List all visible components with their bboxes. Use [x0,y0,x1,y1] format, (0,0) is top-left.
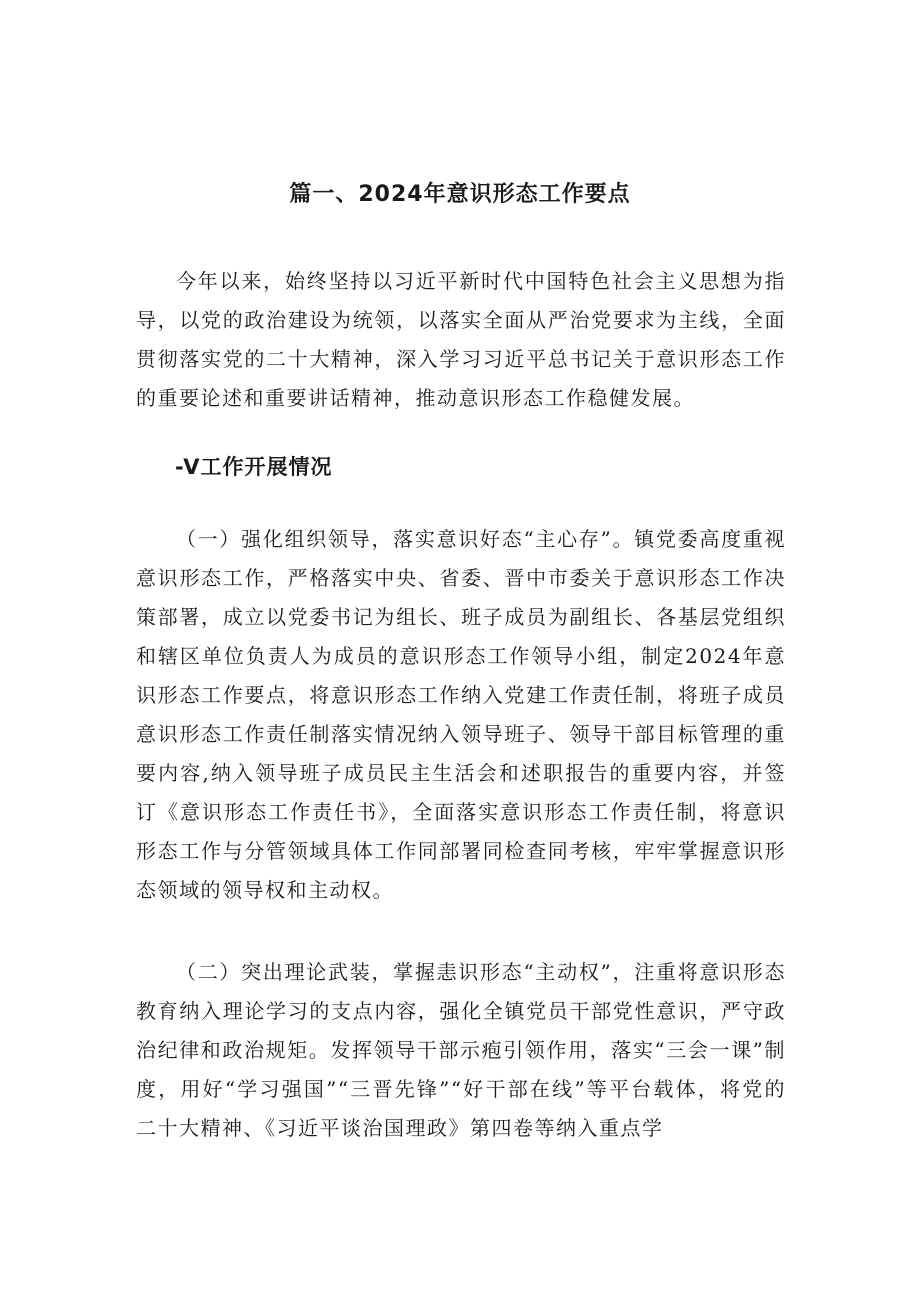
document-title: 篇一、2024年意识形态工作要点 [289,181,631,207]
intro-paragraph: 今年以来，始终坚持以习近平新时代中国特色社会主义思想为指导，以党的政治建设为统领，以落实全面从严治党要求为主线，全面贯彻落实党的二十大精神，深入学习习近平总书记关于意识形态工作的重要论述和重要讲话精神，推动意识形态工作稳健发展。 [136,269,786,410]
section-heading: -V工作开展情况 [175,455,333,479]
paragraph-theory-study: （二）突出理论武装，掌握恚识形态“主动权”，注重将意识形态教育纳入理论学习的支点内容，强化全镇党员干部党性意识，严守政治纪律和政治规矩。发挥领导干部示疱引领作用，落实“三会一课”制度，用好“学习强国”“三晋先锋”“好干部在线”等平台载体，将党的二十大精神、《习近平谈治国理政》第四卷等纳入重点学 [136,960,786,1140]
paragraph-organization-leadership: （一）强化组织领导，落实意识好态“主心存”。镇党委高度重视意识形态工作，严格落实中央、省委、晋中市委关于意识形态工作决策部署，成立以党委书记为组长、班子成员为副组长、各基层党组织和辖区单位负责人为成员的意识形态工作领导小组，制定2024年意识形态工作要点，将意识形态工作纳入党建工作责任制，将班子成员意识形态工作责任制落实情况纳入领导班子、领导干部目标管理的重要内容,纳入领导班子成员民主生活会和述职报告的重要内容，并签订《意识形态工作责任书》，全面落实意识形态工作责任制，将意识形态工作与分管领域具体工作同部署同检查同考核，牢牢掌握意识形态领域的领导权和主动权。 [136,527,786,902]
